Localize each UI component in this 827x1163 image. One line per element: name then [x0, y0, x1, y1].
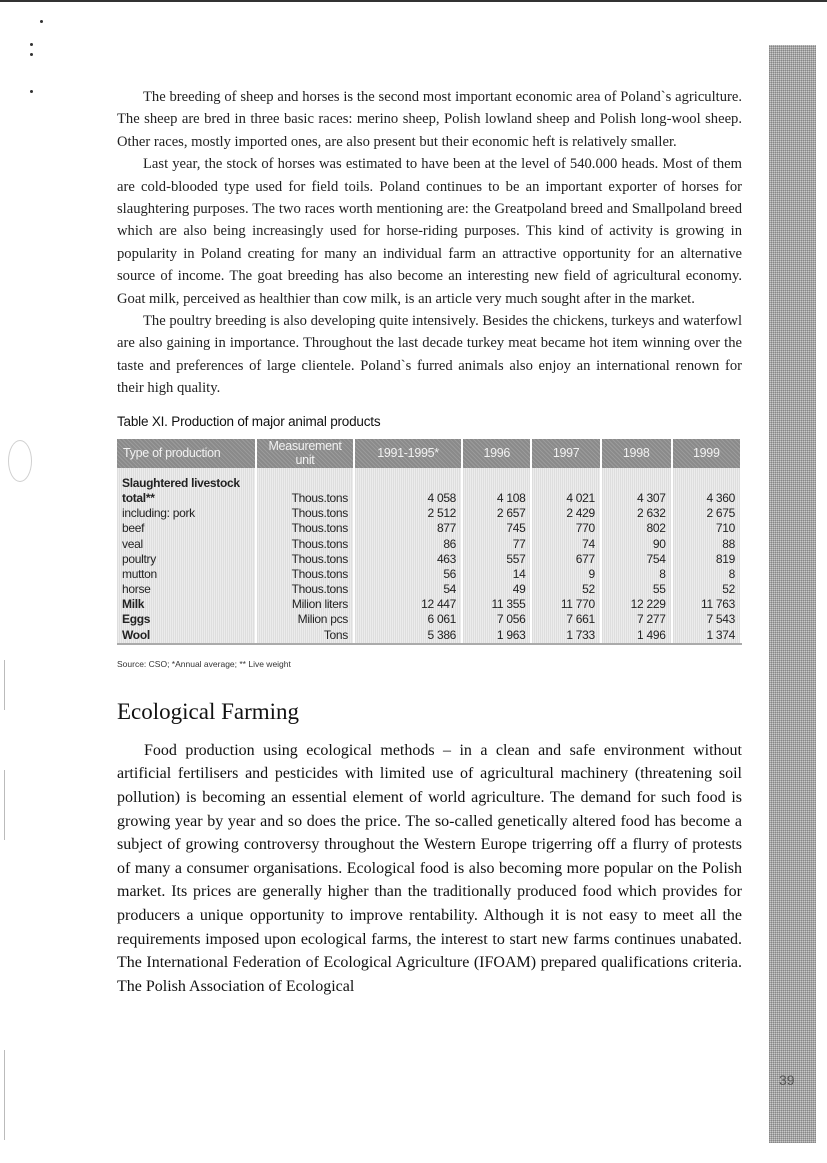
column-header: Type of production — [117, 439, 256, 468]
paragraph: The breeding of sheep and horses is the second most important economic area of Poland`s agriculture. The sheep are bred in three basic races: merino sheep, Polish lowland sheep and Polish long-wool sheep. Other races, mostly imported ones, are also present but their economic heft is relatively smaller. — [117, 89, 742, 150]
page-content — [117, 86, 742, 998]
table-cell: 2 632 — [601, 506, 672, 521]
table-cell: 802 — [601, 521, 672, 536]
table-cell: 4 360 — [672, 491, 741, 506]
table-cell: 11 770 — [531, 597, 600, 612]
row-label: horse — [117, 582, 256, 597]
row-unit: Thous.tons — [256, 567, 354, 582]
row-label: poultry — [117, 552, 256, 567]
row-label: Milk — [117, 597, 256, 612]
row-unit: Tons — [256, 628, 354, 644]
table-cell: 677 — [531, 552, 600, 567]
table-cell: 77 — [462, 536, 531, 551]
table-row — [117, 552, 741, 567]
table-cell: 557 — [462, 552, 531, 567]
row-unit: Thous.tons — [256, 552, 354, 567]
column-header: 1991-1995* — [354, 439, 462, 468]
table-cell: 877 — [354, 521, 462, 536]
row-unit: Thous.tons — [256, 521, 354, 536]
row-unit: Thous.tons — [256, 506, 354, 521]
table-cell: 710 — [672, 521, 741, 536]
table-cell: 1 733 — [531, 628, 600, 644]
table-cell: 49 — [462, 582, 531, 597]
paragraph: Last year, the stock of horses was estimated to have been at the level of 540.000 heads. Most of them are cold-blooded type used for field toils. Poland continues to be an important exporter of horses for slaughtering purposes. The two races worth mentioning are: the Greatpoland breed and Smallpoland breed which are also being increasingly used for horse-riding purposes. This kind of activity is growing in popularity in Poland creating for many an individual farm an attractive opportunity for an alternative source of income. The goat breeding has also become an interesting new field of agricultural economy. Goat milk, perceived as healthier than cow milk, is an article very much sought after in the market. — [117, 156, 742, 307]
side-tab-strip — [769, 45, 816, 1143]
table-cell: 7 056 — [462, 612, 531, 627]
table-cell: 5 386 — [354, 628, 462, 644]
table-spacer-row — [117, 468, 741, 476]
margin-line — [4, 660, 5, 710]
column-header: 1997 — [531, 439, 600, 468]
paragraph: Food production using ecological methods – in a clean and safe environment without artificial fertilisers and pesticides with limited use of agricultural machinery (threatening soil pollution) is becoming an essential element of world agriculture. The demand for such food is growing year by year and so does the price. The so-called genetically altered food has become a subject of growing controversy throughout the Western Europe trigerring off a flurry of protests of many a consumer organisations. Ecological food is also becoming more popular on the Polish market. Its prices are generally higher than the traditionally produced food which provides for producers a unique opportunity to improve rentability. Although it is not easy to meet all the requirements imposed upon ecological farms, the interest to start new farms continues unabated. The International Federation of Ecological Agriculture (IFOAM) prepared qualifications criteria. The Polish Association of Ecological — [117, 741, 742, 995]
row-label: veal — [117, 536, 256, 551]
row-unit: Milion liters — [256, 597, 354, 612]
row-label: beef — [117, 521, 256, 536]
row-label: mutton — [117, 567, 256, 582]
table-row — [117, 506, 741, 521]
table-row — [117, 582, 741, 597]
table-cell: 463 — [354, 552, 462, 567]
production-table — [117, 439, 742, 645]
page-number: 39 — [779, 1072, 795, 1088]
margin-mark — [30, 53, 33, 56]
table-row — [117, 567, 741, 582]
table-cell: 14 — [462, 567, 531, 582]
table-cell: 7 277 — [601, 612, 672, 627]
table-row — [117, 628, 741, 644]
margin-mark — [30, 43, 33, 46]
table-row — [117, 597, 741, 612]
row-unit: Thous.tons — [256, 536, 354, 551]
table-cell: 7 543 — [672, 612, 741, 627]
table-row — [117, 612, 741, 627]
column-header: 1998 — [601, 439, 672, 468]
table-cell: 745 — [462, 521, 531, 536]
table-header-row — [117, 439, 741, 468]
binder-hole — [8, 440, 32, 482]
table-cell: 8 — [601, 567, 672, 582]
source-note: Source: CSO; *Annual average; ** Live weight — [117, 658, 291, 669]
table-cell: 8 — [672, 567, 741, 582]
table-cell: 4 307 — [601, 491, 672, 506]
table-row — [117, 491, 741, 506]
table-cell: 6 061 — [354, 612, 462, 627]
table-cell: 55 — [601, 582, 672, 597]
row-label: Wool — [117, 628, 256, 644]
table-cell: 11 355 — [462, 597, 531, 612]
table-caption: Table XI. Production of major animal products — [117, 413, 381, 429]
row-unit: Milion pcs — [256, 612, 354, 627]
table-cell: 90 — [601, 536, 672, 551]
margin-mark — [40, 20, 43, 23]
margin-line — [4, 770, 5, 840]
table-cell: 2 512 — [354, 506, 462, 521]
table-cell: 52 — [672, 582, 741, 597]
table-cell: 12 229 — [601, 597, 672, 612]
margin-mark — [30, 90, 33, 93]
row-label: Eggs — [117, 612, 256, 627]
table-cell: 1 496 — [601, 628, 672, 644]
table-cell: 1 374 — [672, 628, 741, 644]
column-header: 1996 — [462, 439, 531, 468]
row-label: total** — [117, 491, 256, 506]
table-cell: 4 058 — [354, 491, 462, 506]
table-cell: 819 — [672, 552, 741, 567]
paragraph: The poultry breeding is also developing quite intensively. Besides the chickens, turkeys and waterfowl are also gaining in importance. Throughout the last decade turkey meat became hot item winning over the taste and preferences of large clientele. Poland`s furred animals also enjoy an international renown for their high quality. — [117, 313, 742, 397]
margin-line — [4, 1050, 5, 1140]
section-heading: Slaughtered livestock — [117, 476, 256, 491]
row-unit: Thous.tons — [256, 491, 354, 506]
table-cell: 88 — [672, 536, 741, 551]
table-cell: 754 — [601, 552, 672, 567]
table-cell: 2 675 — [672, 506, 741, 521]
table-cell: 1 963 — [462, 628, 531, 644]
row-unit: Thous.tons — [256, 582, 354, 597]
table-cell: 12 447 — [354, 597, 462, 612]
table-cell: 86 — [354, 536, 462, 551]
table-cell: 9 — [531, 567, 600, 582]
column-header: Measurement unit — [256, 439, 354, 468]
table-cell: 54 — [354, 582, 462, 597]
section-title: Ecological Farming — [117, 698, 300, 724]
table-cell: 2 657 — [462, 506, 531, 521]
table-cell: 4 021 — [531, 491, 600, 506]
table-cell: 11 763 — [672, 597, 741, 612]
table-row — [117, 536, 741, 551]
table-cell: 4 108 — [462, 491, 531, 506]
table-cell: 7 661 — [531, 612, 600, 627]
table-cell: 52 — [531, 582, 600, 597]
table-cell: 74 — [531, 536, 600, 551]
table-row — [117, 521, 741, 536]
table-cell: 770 — [531, 521, 600, 536]
table-cell: 56 — [354, 567, 462, 582]
table-cell: 2 429 — [531, 506, 600, 521]
table-section-row — [117, 476, 741, 491]
top-rule — [0, 0, 827, 2]
column-header: 1999 — [672, 439, 741, 468]
row-label: including: pork — [117, 506, 256, 521]
